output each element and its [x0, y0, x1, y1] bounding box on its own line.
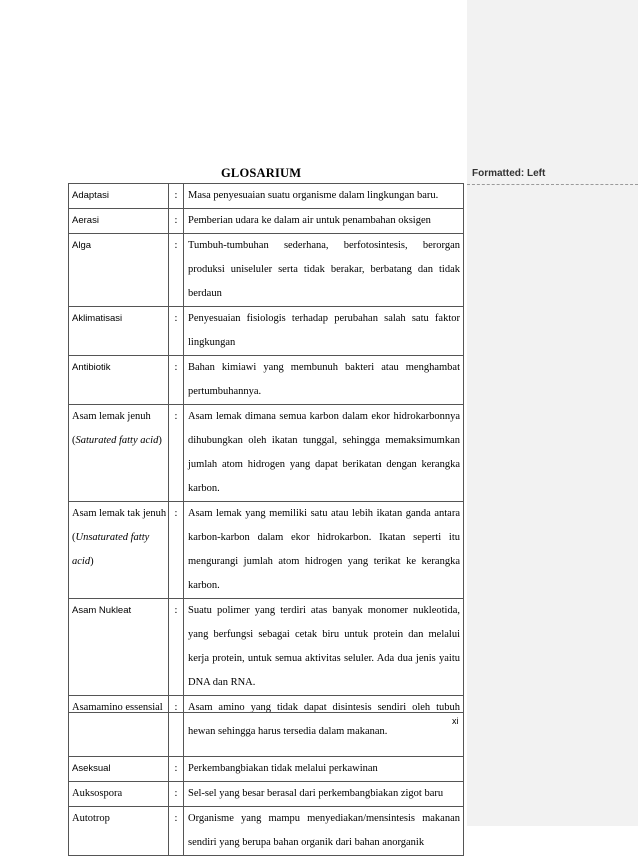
separator-colon: : — [169, 599, 184, 696]
glossary-definition: Asam amino yang tidak dapat disintesis sendiri oleh tubuh hewan sehingga harus tersedia dalam makanan. — [184, 696, 464, 757]
page-title: GLOSARIUM — [221, 166, 302, 180]
glossary-row — [69, 356, 464, 405]
glossary-row — [69, 696, 464, 757]
glossary-definition: Organisme yang mampu menyediakan/mensintesis makanan sendiri yang berupa bahan organik dari bahan anorganik — [184, 807, 464, 856]
glossary-definition: Penyesuaian fisiologis terhadap perubahan salah satu faktor lingkungan — [184, 307, 464, 356]
glossary-row — [69, 184, 464, 209]
separator-colon: : — [169, 234, 184, 307]
glossary-table — [68, 183, 464, 856]
glossary-term: Antibiotik — [69, 356, 169, 405]
separator-colon: : — [169, 184, 184, 209]
glossary-row — [69, 209, 464, 234]
glossary-definition: Bahan kimiawi yang membunuh bakteri atau menghambat pertumbuhannya. — [184, 356, 464, 405]
term-main: Asam lemak jenuh — [72, 411, 151, 422]
glossary-term: Asamamino essensial — [69, 696, 169, 757]
glossary-term: Asam lemak jenuh (Saturated fatty acid) — [69, 405, 169, 502]
glossary-row — [69, 807, 464, 856]
comment-label: Formatted: Left — [472, 168, 546, 179]
glossary-term: Aerasi — [69, 209, 169, 234]
glossary-definition: Masa penyesuaian suatu organisme dalam lingkungan baru. — [184, 184, 464, 209]
glossary-definition: Tumbuh-tumbuhan sederhana, berfotosintesis, berorgan produksi uniseluler serta tidak berakar, berbatang dan tidak berdaun — [184, 234, 464, 307]
separator-colon: : — [169, 502, 184, 599]
separator-colon: : — [169, 757, 184, 782]
glossary-term: Aklimatisasi — [69, 307, 169, 356]
term-english: Unsaturated fatty acid — [72, 532, 150, 567]
glossary-term: Asam lemak tak jenuh (Unsaturated fatty acid) — [69, 502, 169, 599]
glossary-term: Asam Nukleat — [69, 599, 169, 696]
glossary-term: Auksospora — [69, 782, 169, 807]
glossary-definition: Perkembangbiakan tidak melalui perkawinan — [184, 757, 464, 782]
term-english: Saturated fatty acid — [75, 435, 159, 446]
glossary-row — [69, 234, 464, 307]
glossary-term: Alga — [69, 234, 169, 307]
glossary-definition: Asam lemak yang memiliki satu atau lebih ikatan ganda antara karbon-karbon dalam ekor hidrokarbon. Ikatan seperti itu mengurangi jumlah atom hidrogen yang terikat ke kerangka karbon. — [184, 502, 464, 599]
glossary-term: Adaptasi — [69, 184, 169, 209]
separator-colon: : — [169, 696, 184, 757]
glossary-definition: Sel-sel yang besar berasal dari perkembangbiakan zigot baru — [184, 782, 464, 807]
glossary-term: Autotrop — [69, 807, 169, 856]
separator-colon: : — [169, 209, 184, 234]
glossary-definition: Asam lemak dimana semua karbon dalam ekor hidrokarbonnya dihubungkan oleh ikatan tunggal, sehingga memaksimumkan jumlah atom hidrogen yang dapat berikatan dengan kerangka karbon. — [184, 405, 464, 502]
glossary-term: Aseksual — [69, 757, 169, 782]
separator-colon: : — [169, 307, 184, 356]
comment-connector-line — [467, 184, 638, 185]
separator-colon: : — [169, 782, 184, 807]
separator-colon: : — [169, 405, 184, 502]
page-number: xi — [452, 716, 459, 726]
glossary-definition: Pemberian udara ke dalam air untuk penambahan oksigen — [184, 209, 464, 234]
glossary-definition: Suatu polimer yang terdiri atas banyak monomer nukleotida, yang berfungsi sebagai cetak biru untuk protein dan melalui kerja protein, untuk semua aktivitas seluler. Ada dua jenis yaitu DNA dan RNA. — [184, 599, 464, 696]
footer-divider — [68, 712, 464, 713]
separator-colon: : — [169, 807, 184, 856]
glossary-row — [69, 405, 464, 502]
term-main: Asam lemak tak jenuh — [72, 508, 167, 519]
comment-pane — [467, 0, 638, 826]
glossary-row — [69, 599, 464, 696]
separator-colon: : — [169, 356, 184, 405]
glossary-row — [69, 502, 464, 599]
glossary-row — [69, 757, 464, 782]
glossary-row — [69, 782, 464, 807]
glossary-row — [69, 307, 464, 356]
